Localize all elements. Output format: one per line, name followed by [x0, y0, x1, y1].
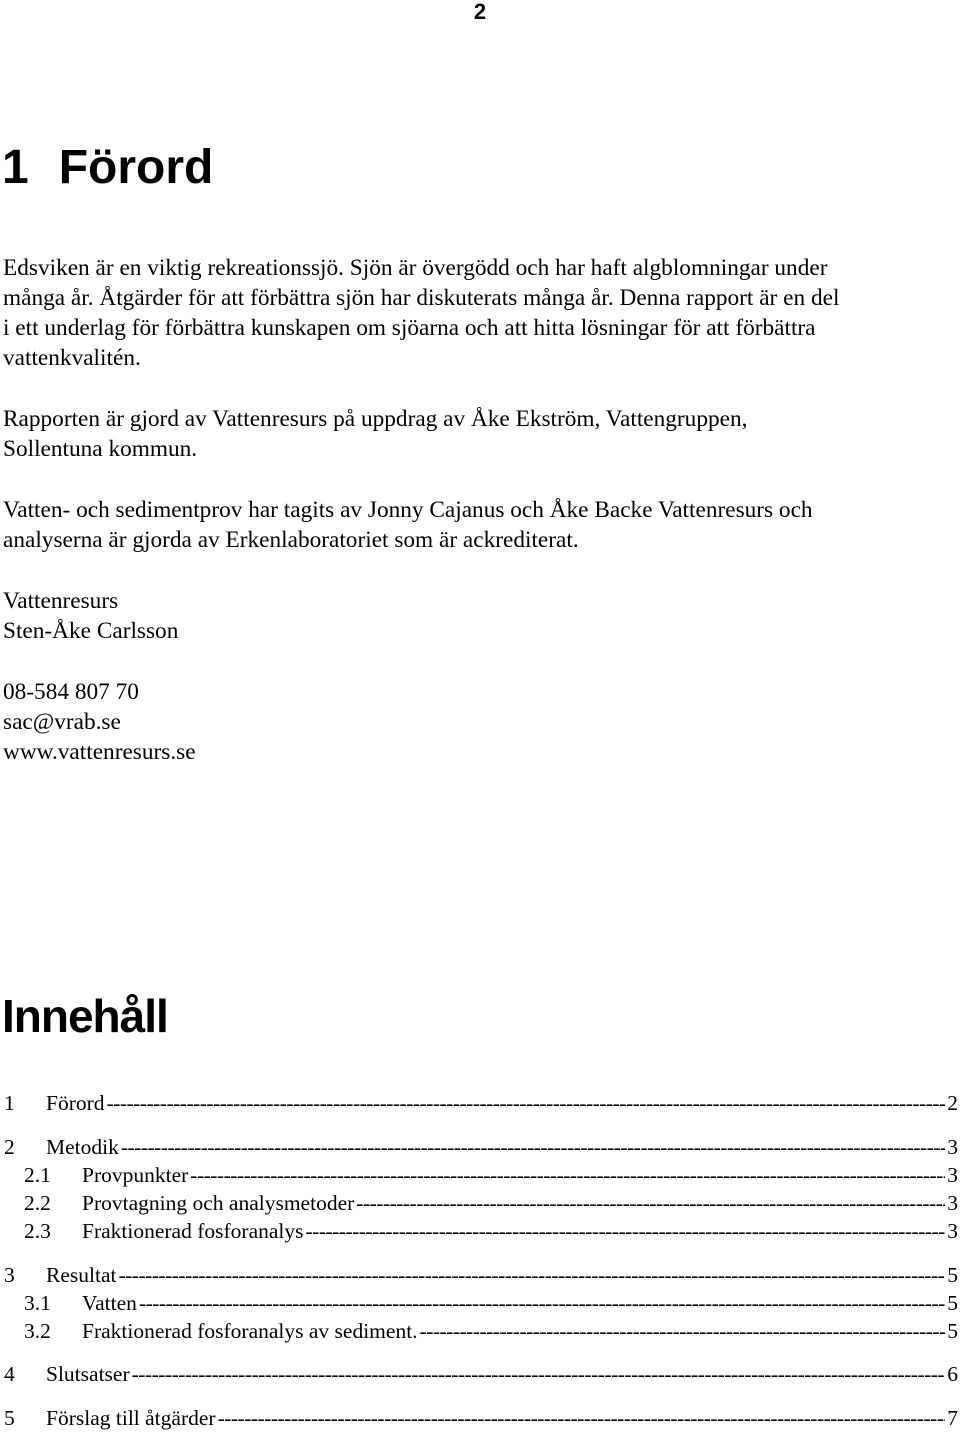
toc-entry[interactable] — [0, 1089, 958, 1117]
toc-entry[interactable] — [0, 1360, 958, 1388]
page-number: 2 — [473, 0, 487, 24]
section-title: Förord — [58, 141, 214, 194]
toc-entry-title: Slutsatser — [46, 1362, 130, 1386]
toc-entry-number: 3.2 — [24, 1319, 51, 1343]
organization-name: Vattenresurs — [3, 588, 119, 614]
paragraph-line: många år. Åtgärder för att förbättra sjön har diskuterats många år. Denna rapport är en del — [3, 285, 840, 311]
toc-entry-title: Resultat — [46, 1263, 117, 1287]
toc-entry-page-number: 3 — [947, 1163, 958, 1187]
toc-entry-leader-line — [46, 1404, 958, 1432]
paragraph-line: Edsviken är en viktig rekreationssjö. Sjön är övergödd och har haft algblomningar under — [3, 255, 828, 281]
toc-entry-page-number: 3 — [947, 1219, 958, 1243]
toc-entry-title: Förslag till åtgärder — [46, 1406, 216, 1430]
toc-entry-number: 2.3 — [24, 1219, 51, 1243]
section-number: 1 — [2, 141, 29, 194]
paragraph-line: analyserna är gjorda av Erkenlaboratoriet som är ackrediterat. — [3, 527, 579, 553]
toc-entry[interactable] — [0, 1317, 958, 1345]
toc-entry-leader-line — [82, 1189, 958, 1217]
toc-dash-leader — [356, 1189, 945, 1217]
intro-paragraph — [3, 253, 958, 373]
toc-entry[interactable] — [0, 1161, 958, 1189]
section-heading-forord — [2, 140, 213, 196]
toc-dash-leader — [107, 1089, 946, 1117]
toc-entry-leader-line — [82, 1217, 958, 1245]
toc-dash-leader — [420, 1317, 946, 1345]
email-address: sac@vrab.se — [3, 709, 121, 735]
toc-entry-page-number: 5 — [947, 1263, 958, 1287]
toc-dash-leader — [118, 1261, 945, 1289]
toc-entry-leader-line — [46, 1089, 958, 1117]
author-block — [3, 586, 958, 646]
toc-entry-leader-line — [46, 1133, 958, 1161]
paragraph-line: Rapporten är gjord av Vattenresurs på uppdrag av Åke Ekström, Vattengruppen, — [3, 406, 748, 432]
toc-entry-leader-line — [46, 1360, 958, 1388]
toc-entry-page-number: 2 — [947, 1091, 958, 1115]
toc-entry-title: Provtagning och analysmetoder — [82, 1191, 355, 1215]
toc-entry-page-number: 5 — [947, 1319, 958, 1343]
paragraph-line: vattenkvalitén. — [3, 345, 141, 371]
contact-block — [3, 677, 958, 767]
toc-entry[interactable] — [0, 1217, 958, 1245]
toc-entry-title: Förord — [46, 1091, 105, 1115]
toc-entry-page-number: 3 — [947, 1191, 958, 1215]
toc-entry-number: 2 — [4, 1135, 15, 1159]
sampling-paragraph — [3, 495, 958, 555]
toc-entry[interactable] — [0, 1261, 958, 1289]
toc-entry-page-number: 3 — [947, 1135, 958, 1159]
toc-dash-leader — [306, 1217, 946, 1245]
toc-entry-title: Fraktionerad fosforanalys — [82, 1219, 304, 1243]
toc-entry-page-number: 5 — [947, 1291, 958, 1315]
toc-dash-leader — [190, 1161, 945, 1189]
toc-entry-title: Metodik — [46, 1135, 119, 1159]
toc-entry-page-number: 6 — [947, 1362, 958, 1386]
toc-heading: Innehåll — [2, 990, 168, 1042]
toc-entry[interactable] — [0, 1289, 958, 1317]
toc-entry[interactable] — [0, 1133, 958, 1161]
toc-entry[interactable] — [0, 1404, 958, 1432]
toc-dash-leader — [139, 1289, 945, 1317]
toc-dash-leader — [121, 1133, 945, 1161]
author-name: Sten-Åke Carlsson — [3, 618, 179, 644]
toc-entry-leader-line — [82, 1161, 958, 1189]
toc-dash-leader — [132, 1360, 946, 1388]
toc-entry-page-number: 7 — [947, 1406, 958, 1430]
paragraph-line: Sollentuna kommun. — [3, 436, 198, 462]
toc-entry-title: Provpunkter — [82, 1163, 189, 1187]
toc-entry-number: 5 — [4, 1406, 15, 1430]
paragraph-line: i ett underlag för förbättra kunskapen om sjöarna och att hitta lösningar för att förbättra — [3, 315, 816, 341]
website-url: www.vattenresurs.se — [3, 739, 196, 765]
toc-entry-number: 2.1 — [24, 1163, 51, 1187]
toc-entry-number: 2.2 — [24, 1191, 51, 1215]
commission-paragraph — [3, 404, 958, 464]
toc-entry-leader-line — [82, 1289, 958, 1317]
toc-entry-title: Vatten — [82, 1291, 137, 1315]
toc-entry-number: 3 — [4, 1263, 15, 1287]
toc-entry-title: Fraktionerad fosforanalys av sediment. — [82, 1319, 418, 1343]
toc-entry-leader-line — [82, 1317, 958, 1345]
toc-entry-leader-line — [46, 1261, 958, 1289]
toc-entry-number: 3.1 — [24, 1291, 51, 1315]
toc-entry[interactable] — [0, 1189, 958, 1217]
phone-number: 08-584 807 70 — [3, 679, 139, 705]
toc-entry-number: 4 — [4, 1362, 15, 1386]
paragraph-line: Vatten- och sedimentprov har tagits av Jonny Cajanus och Åke Backe Vattenresurs och — [3, 497, 813, 523]
toc-entry-number: 1 — [4, 1091, 15, 1115]
toc-dash-leader — [218, 1404, 946, 1432]
